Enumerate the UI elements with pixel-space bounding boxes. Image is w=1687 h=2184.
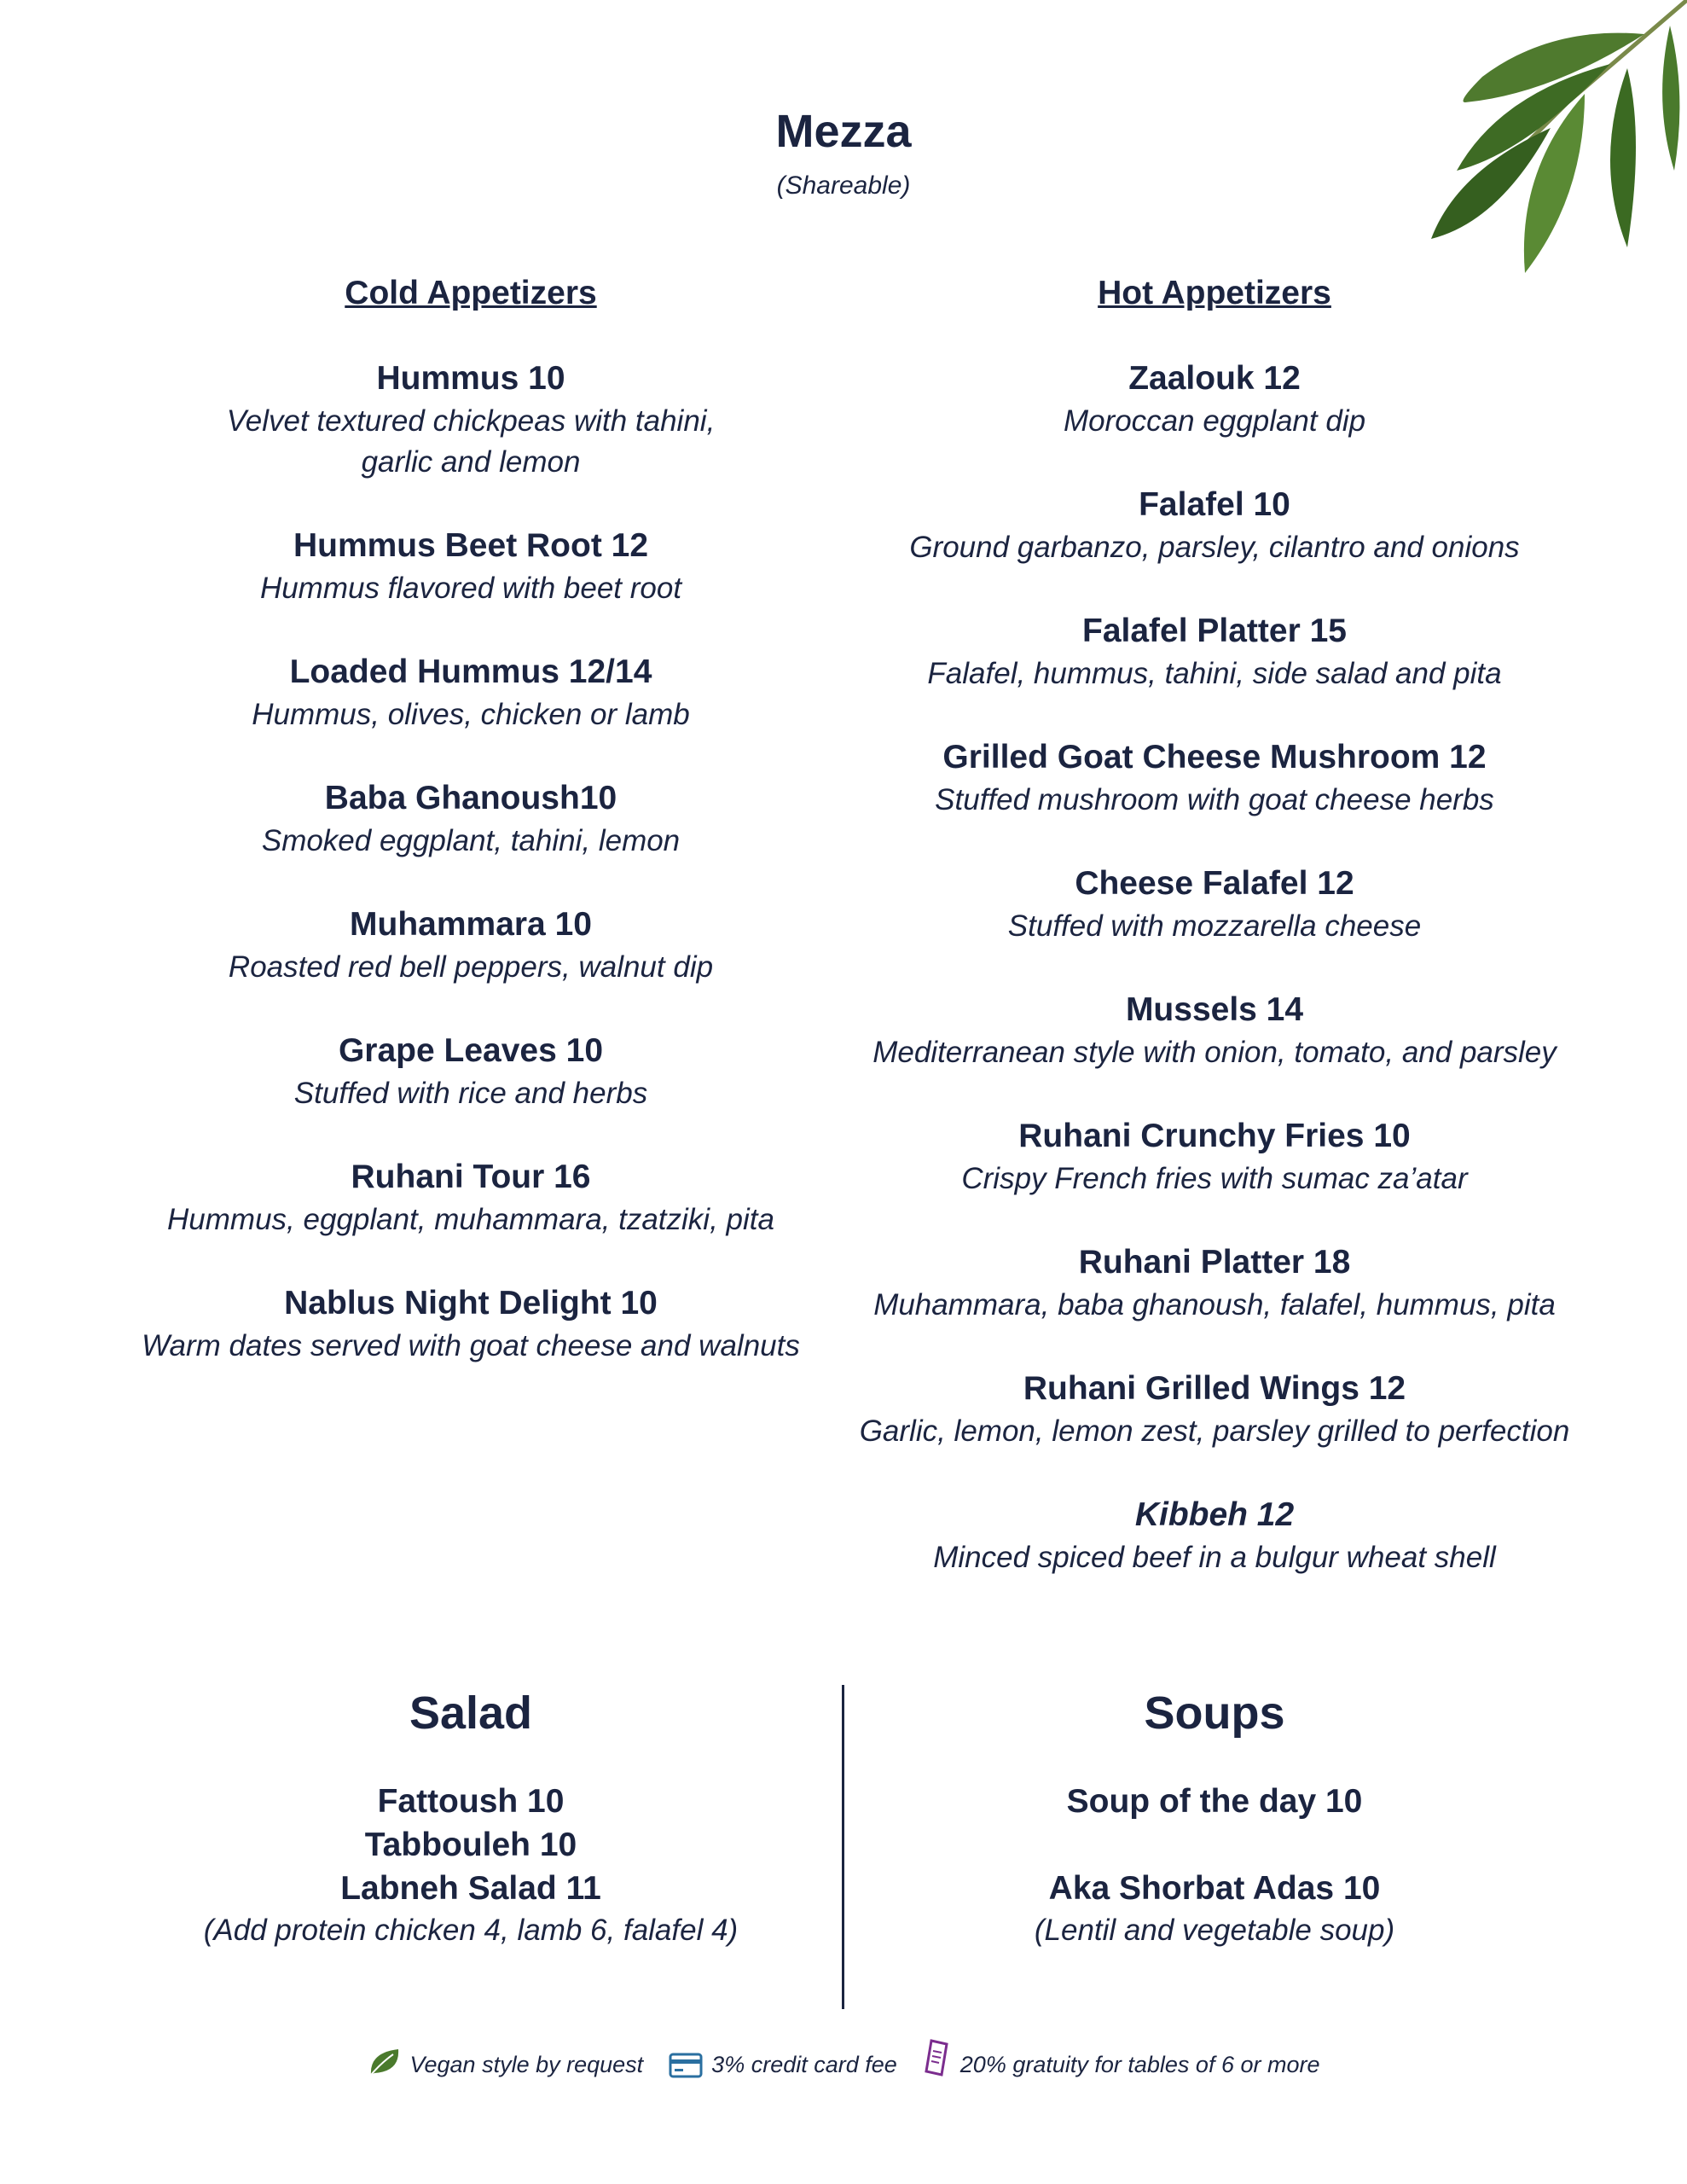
footer-notes: [0, 2039, 1687, 2078]
menu-item: [96, 1281, 846, 1367]
spacer: [839, 1823, 1590, 1867]
soups-section: [839, 1681, 1590, 1951]
soup-note: (Lentil and vegetable soup): [1034, 1914, 1395, 1947]
item-description: Stuffed with mozzarella cheese: [1007, 909, 1422, 943]
salad-note: (Add protein chicken 4, lamb 6, falafel 4): [203, 1914, 739, 1947]
menu-item: [839, 735, 1590, 821]
item-name: Falafel 10: [1139, 486, 1290, 523]
menu-item: [839, 862, 1590, 947]
gratuity-text: 20% gratuity for tables of 6 or more: [959, 2052, 1320, 2077]
item-description: Ground garbanzo, parsley, cilantro and onions: [909, 531, 1520, 564]
item-name: Kibbeh 12: [1134, 1496, 1295, 1533]
item-name: Hummus 10: [376, 360, 565, 397]
salad-heading: Salad: [409, 1687, 533, 1739]
item-name: Baba Ghanoush10: [324, 780, 617, 816]
item-name: Hummus Beet Root 12: [293, 527, 649, 564]
hot-appetizers-section: [839, 271, 1590, 1619]
salad-item: Fattoush 10: [377, 1783, 565, 1820]
item-description: Hummus, eggplant, muhammara, tzatziki, pita: [167, 1203, 774, 1236]
receipt-icon: [923, 2039, 952, 2078]
menu-item: [839, 609, 1590, 694]
item-name: Ruhani Grilled Wings 12: [1023, 1370, 1406, 1407]
salad-section: [96, 1681, 846, 1951]
menu-item: [96, 1029, 846, 1114]
item-description: Stuffed mushroom with goat cheese herbs: [935, 783, 1494, 816]
item-description: Stuffed with rice and herbs: [293, 1077, 648, 1110]
cold-appetizers-heading: Cold Appetizers: [345, 275, 597, 311]
item-name: Ruhani Tour 16: [351, 1159, 591, 1195]
item-description: Hummus flavored with beet root: [259, 572, 682, 605]
item-description: Muhammara, baba ghanoush, falafel, hummus, pita: [873, 1288, 1556, 1321]
menu-header: [0, 101, 1687, 205]
menu-item: [96, 357, 846, 483]
menu-item: [839, 1367, 1590, 1452]
menu-item: [839, 1493, 1590, 1578]
vegan-note: [368, 2046, 644, 2078]
item-description: Warm dates served with goat cheese and walnuts: [142, 1329, 800, 1362]
item-name: Falafel Platter 15: [1082, 613, 1347, 649]
menu-item: [839, 1114, 1590, 1199]
credit-card-icon: [669, 2053, 703, 2078]
hot-appetizers-heading: Hot Appetizers: [1098, 275, 1331, 311]
salad-item: Tabbouleh 10: [364, 1827, 577, 1863]
menu-item: [96, 650, 846, 735]
page-subtitle: (Shareable): [776, 171, 911, 200]
soup-item: Aka Shorbat Adas 10: [1048, 1870, 1381, 1907]
vegan-note-text: Vegan style by request: [409, 2052, 644, 2077]
menu-item: [96, 903, 846, 988]
menu-item: [96, 1155, 846, 1240]
item-name: Ruhani Crunchy Fries 10: [1018, 1118, 1411, 1154]
item-description: Crispy French fries with sumac za’atar: [961, 1162, 1468, 1195]
item-description: Falafel, hummus, tahini, side salad and pita: [927, 657, 1502, 690]
item-description: Hummus, olives, chicken or lamb: [252, 698, 690, 731]
item-name: Mussels 14: [1125, 991, 1304, 1028]
salad-item: Labneh Salad 11: [340, 1870, 601, 1907]
soups-heading: Soups: [1144, 1687, 1285, 1739]
cold-appetizers-section: [96, 271, 846, 1408]
item-description: Moroccan eggplant dip: [1063, 404, 1366, 438]
item-description: Minced spiced beef in a bulgur wheat shell: [933, 1541, 1496, 1574]
menu-item: [839, 483, 1590, 568]
menu-item: [839, 988, 1590, 1073]
gratuity-note: [923, 2039, 1320, 2078]
item-name: Grilled Goat Cheese Mushroom 12: [942, 739, 1487, 775]
item-description: Velvet textured chickpeas with tahini, garlic and lemon: [226, 404, 716, 479]
card-fee-note: [669, 2052, 897, 2078]
card-fee-text: 3% credit card fee: [711, 2052, 897, 2077]
menu-item: [96, 776, 846, 862]
menu-item: [839, 1240, 1590, 1326]
item-description: Smoked eggplant, tahini, lemon: [261, 824, 681, 857]
menu-item: [96, 524, 846, 609]
item-name: Muhammara 10: [350, 906, 592, 943]
item-description: Roasted red bell peppers, walnut dip: [228, 950, 714, 984]
item-name: Nablus Night Delight 10: [284, 1285, 658, 1321]
leaf-icon: [368, 2046, 402, 2078]
item-name: Zaalouk 12: [1128, 360, 1301, 397]
item-name: Grape Leaves 10: [338, 1032, 604, 1069]
menu-item: [839, 357, 1590, 442]
item-name: Cheese Falafel 12: [1075, 865, 1354, 902]
item-description: Mediterranean style with onion, tomato, and parsley: [872, 1036, 1557, 1069]
page-title: Mezza: [775, 106, 912, 157]
item-description: Garlic, lemon, lemon zest, parsley grilled to perfection: [859, 1414, 1570, 1448]
item-name: Ruhani Platter 18: [1078, 1244, 1351, 1281]
item-name: Loaded Hummus 12/14: [289, 653, 652, 690]
soup-item: Soup of the day 10: [1066, 1783, 1363, 1820]
